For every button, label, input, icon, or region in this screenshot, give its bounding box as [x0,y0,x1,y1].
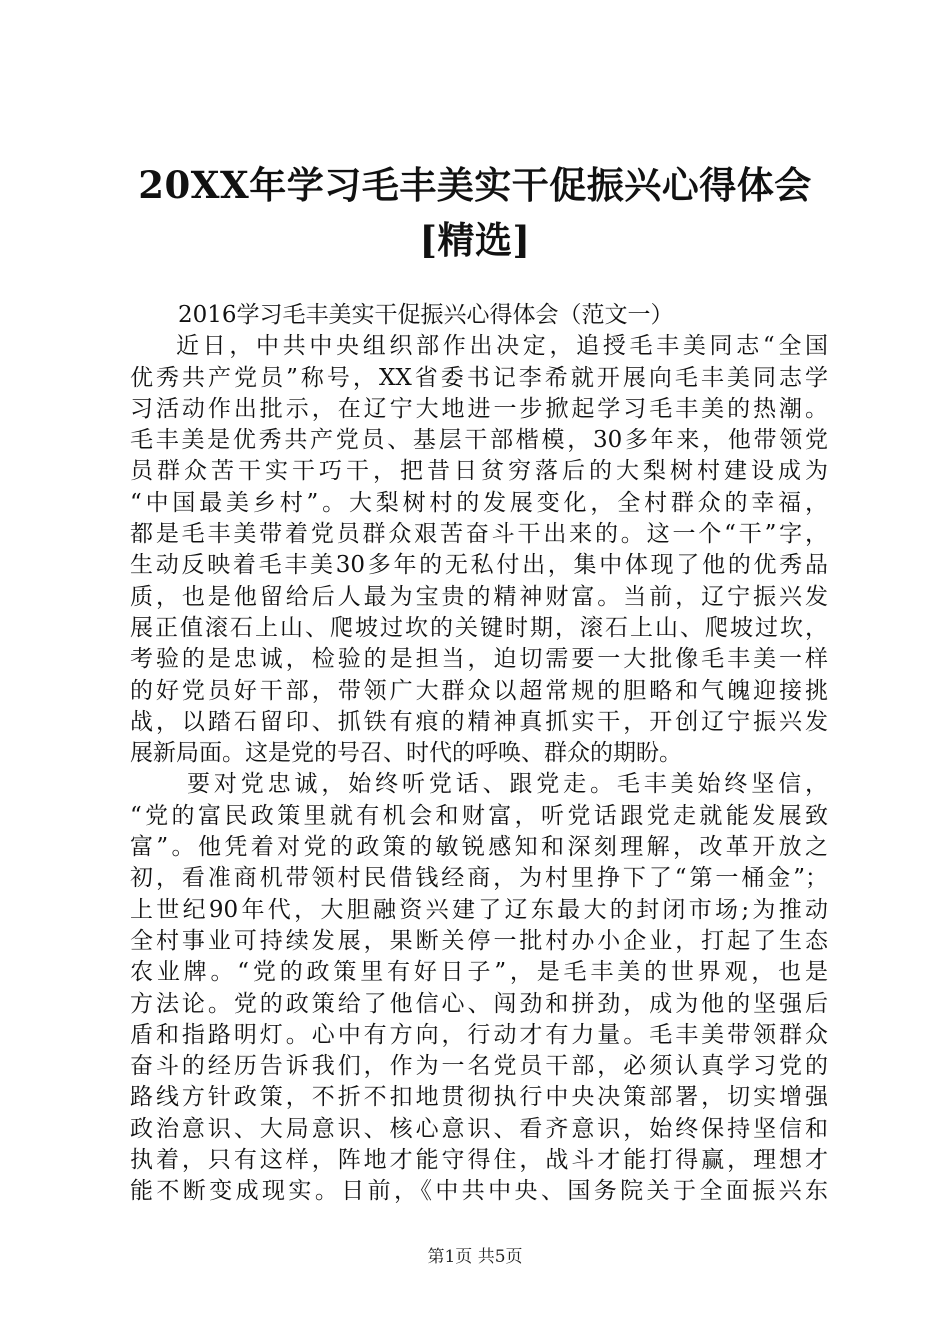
text-line: 富”。他凭着对党的政策的敏锐感知和深刻理解，改革开放之 [130,834,828,861]
text-line: 奋斗的经历告诉我们，作为一名党员干部，必须认真学习党的 [130,1053,828,1080]
text-line: “中国最美乡村”。大梨树村的发展变化，全村群众的幸福， [130,489,828,516]
text-line: 要对党忠诚，始终听党话、跟党走。毛丰美始终坚信， [187,771,828,798]
text-line: 方法论。党的政策给了他信心、闯劲和拼劲，成为他的坚强后 [130,990,828,1017]
text-line: 路线方针政策，不折不扣地贯彻执行中央决策部署，切实增强 [130,1084,828,1111]
text-line: 优秀共产党员”称号，XX省委书记李希就开展向毛丰美同志学 [130,364,828,391]
text-line: 生动反映着毛丰美30多年的无私付出，集中体现了他的优秀品 [130,552,828,579]
text-line: 执着，只有这样，阵地才能守得住，战斗才能打得赢，理想才 [130,1147,828,1174]
text-line: 能不断变成现实。日前，《中共中央、国务院关于全面振兴东 [130,1178,828,1205]
document-title: 20XX年学习毛丰美实干促振兴心得体会[精选] [138,163,812,262]
text-line: 展正值滚石上山、爬坡过坎的关键时期，滚石上山、爬坡过坎， [130,614,828,641]
text-line: “党的富民政策里就有机会和财富，听党话跟党走就能发展致 [130,802,828,829]
document-body [130,300,828,1208]
text-line: 展新局面。这是党的号召、时代的呼唤、群众的期盼。 [130,740,682,767]
text-line: 农业牌。“党的政策里有好日子”，是毛丰美的世界观，也是 [130,959,828,986]
text-line: 政治意识、大局意识、核心意识、看齐意识，始终保持坚信和 [130,1115,828,1142]
text-line: 的好党员好干部，带领广大群众以超常规的胆略和气魄迎接挑 [130,677,828,704]
text-line: 习活动作出批示，在辽宁大地进一步掀起学习毛丰美的热潮。 [130,395,828,422]
text-line: 初，看准商机带领村民借钱经商，为村里挣下了“第一桶金”； [130,865,828,892]
text-line: 毛丰美是优秀共产党员、基层干部楷模，30多年来，他带领党 [130,427,828,454]
paragraph-2 [130,769,828,1207]
text-line: 都是毛丰美带着党员群众艰苦奋斗干出来的。这一个“干”字， [130,521,828,548]
text-line: 盾和指路明灯。心中有方向，行动才有力量。毛丰美带领群众 [130,1021,828,1048]
text-line: 战，以踏石留印、抓铁有痕的精神真抓实干，开创辽宁振兴发 [130,708,828,735]
text-line: 考验的是忠诚，检验的是担当，迫切需要一大批像毛丰美一样 [130,646,828,673]
document-subtitle: 2016学习毛丰美实干促振兴心得体会（范文一） [178,302,674,328]
text-line: 质，也是他留给后人最为宝贵的精神财富。当前，辽宁振兴发 [130,583,828,610]
text-line: 员群众苦干实干巧干，把昔日贫穷落后的大梨树村建设成为 [130,458,828,485]
text-line: 近日，中共中央组织部作出决定，追授毛丰美同志“全国 [176,333,828,360]
text-line: 全村事业可持续发展，果断关停一批村办小企业，打起了生态 [130,927,828,954]
page-footer: 第1页 共5页 [427,1247,523,1267]
paragraph-1 [130,331,828,769]
text-line: 上世纪90年代，大胆融资兴建了辽东最大的封闭市场;为推动 [130,896,828,923]
